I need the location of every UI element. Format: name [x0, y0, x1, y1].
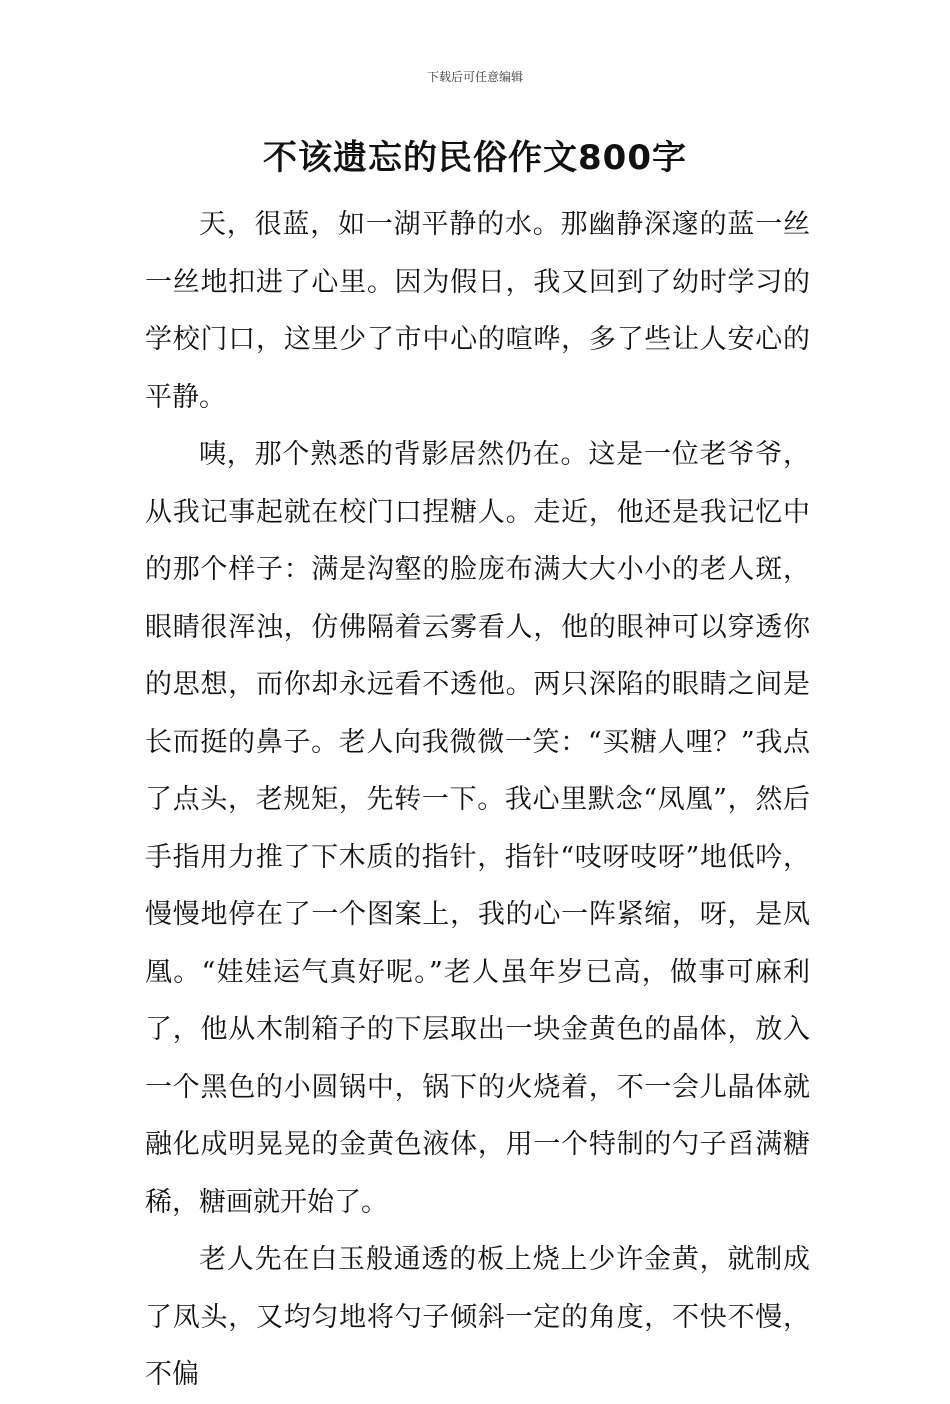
- paragraph-2: 咦，那个熟悉的背影居然仍在。这是一位老爷爷，从我记事起就在校门口捏糖人。走近，他还是我记忆中的那个样子：满是沟壑的脸庞布满大大小小的老人斑，眼睛很浑浊，仿佛隔着云雾看人，他的眼神可以穿透你的思想，而你却永远看不透他。两只深陷的眼睛之间是长而挺的鼻子。老人向我微微一笑：“买糖人哩？”我点了点头，老规矩，先转一下。我心里默念“凤凰”，然后手指用力推了下木质的指针，指针“吱呀吱呀”地低吟，慢慢地停在了一个图案上，我的心一阵紧缩，呀，是凤凰。“娃娃运气真好呢。”老人虽年岁已高，做事可麻利了，他从木制箱子的下层取出一块金黄色的晶体，放入一个黑色的小圆锅中，锅下的火烧着，不一会儿晶体就融化成明晃晃的金黄色液体，用一个特制的勺子舀满糖稀，糖画就开始了。: [145, 439, 810, 1218]
- document-title: 不该遗忘的民俗作文800字: [263, 138, 687, 178]
- document-body: [145, 196, 810, 1404]
- paragraph-1: 天，很蓝，如一湖平静的水。那幽静深邃的蓝一丝一丝地扣进了心里。因为假日，我又回到了幼时学习的学校门口，这里少了市中心的喧哗，多了些让人安心的平静。: [145, 209, 810, 413]
- header-note: 下载后可任意编辑: [426, 70, 523, 84]
- paragraph-3: 老人先在白玉般通透的板上烧上少许金黄，就制成了凤头，又均匀地将勺子倾斜一定的角度，不快不慢，不偏: [145, 1244, 810, 1390]
